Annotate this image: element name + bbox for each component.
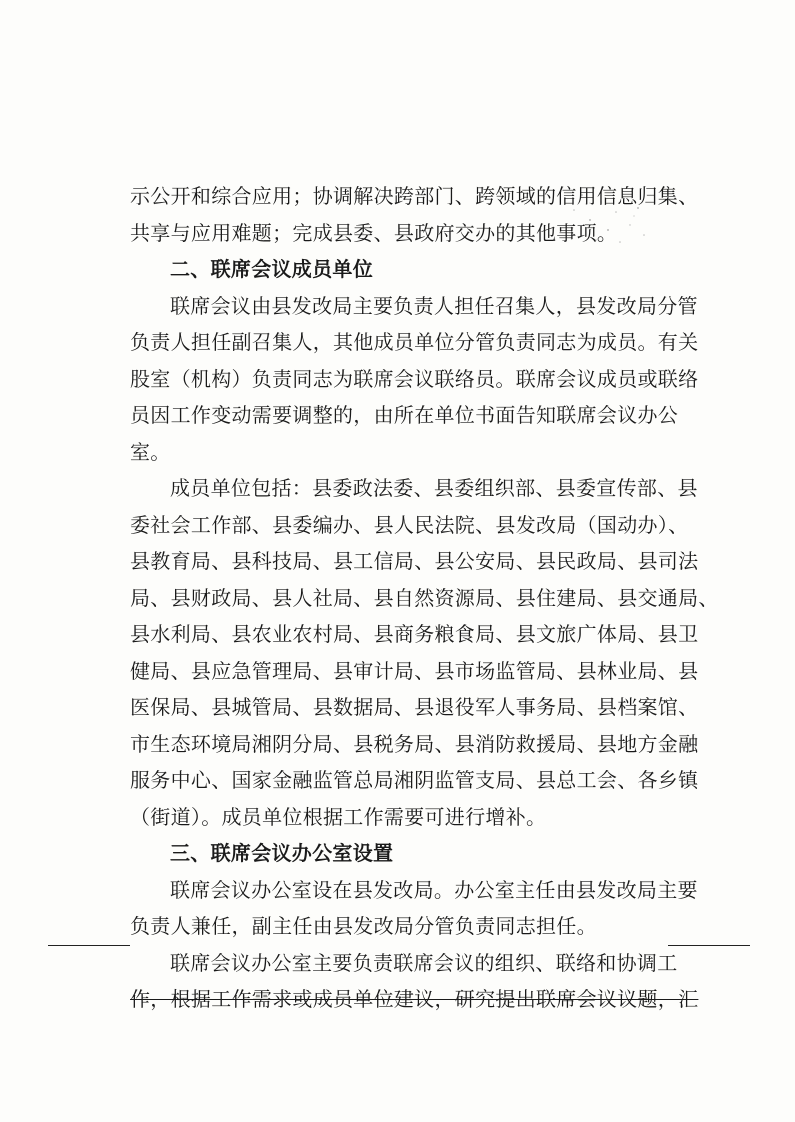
section-heading: 二、联席会议成员单位 [170, 257, 373, 281]
paragraph-line: 负责人担任副召集人，其他成员单位分管负责同志为成员。有关 [130, 330, 699, 354]
paragraph-line: 县教育局、县科技局、县工信局、县公安局、县民政局、县司法 [130, 549, 699, 573]
paragraph-line: 联席会议由县发改局主要负责人担任召集人，县发改局分管 [170, 293, 698, 318]
text-line: 共享与应用难题；完成县委、县政府交办的其他事项。 [130, 220, 618, 245]
text-line: 示公开和综合应用；协调解决跨部门、跨领域的信用信息归集、 [130, 184, 699, 208]
document-body [130, 178, 719, 1018]
paragraph-line: 健局、县应急管理局、县审计局、县市场监管局、县林业局、县 [130, 658, 699, 683]
paragraph-line: 员因工作变动需要调整的，由所在单位书面告知联席会议办公 [130, 403, 679, 427]
page-cut-rule-right [668, 945, 750, 946]
paragraph-line: 服务中心、国家金融监管总局湘阴监管支局、县总工会、各乡镇 [130, 768, 699, 792]
paragraph-line: 医保局、县城管局、县数据局、县退役军人事务局、县档案馆、 [130, 695, 699, 719]
paragraph-line: 联席会议办公室主要负责联席会议的组织、联络和协调工 [170, 950, 678, 975]
paragraph-line: 室。 [130, 439, 171, 464]
page-cut-rule-left [48, 945, 130, 946]
paragraph-line: 委社会工作部、县委编办、县人民法院、县发改局（国动办）、 [130, 512, 689, 537]
paragraph-line: 局、县财政局、县人社局、县自然资源局、县住建局、县交通局、 [130, 585, 719, 610]
paragraph-line: 作，根据工作需求或成员单位建议，研究提出联席会议议题，汇 [130, 987, 699, 1011]
paragraph-line: 成员单位包括：县委政法委、县委组织部、县委宣传部、县 [170, 476, 698, 500]
section-heading: 三、联席会议办公室设置 [170, 841, 394, 865]
paragraph-line: 市生态环境局湘阴分局、县税务局、县消防救援局、县地方金融 [130, 731, 699, 756]
paragraph-line: 县水利局、县农业农村局、县商务粮食局、县文旅广体局、县卫 [130, 622, 699, 646]
paragraph-line: 股室（机构）负责同志为联席会议联络员。联席会议成员或联络 [130, 366, 699, 391]
paragraph-line: 联席会议办公室设在县发改局。办公室主任由县发改局主要 [170, 877, 698, 902]
paragraph-line: （街道）。成员单位根据工作需要可进行增补。 [130, 804, 547, 829]
paragraph-line: 负责人兼任，副主任由县发改局分管负责同志担任。 [130, 914, 597, 938]
